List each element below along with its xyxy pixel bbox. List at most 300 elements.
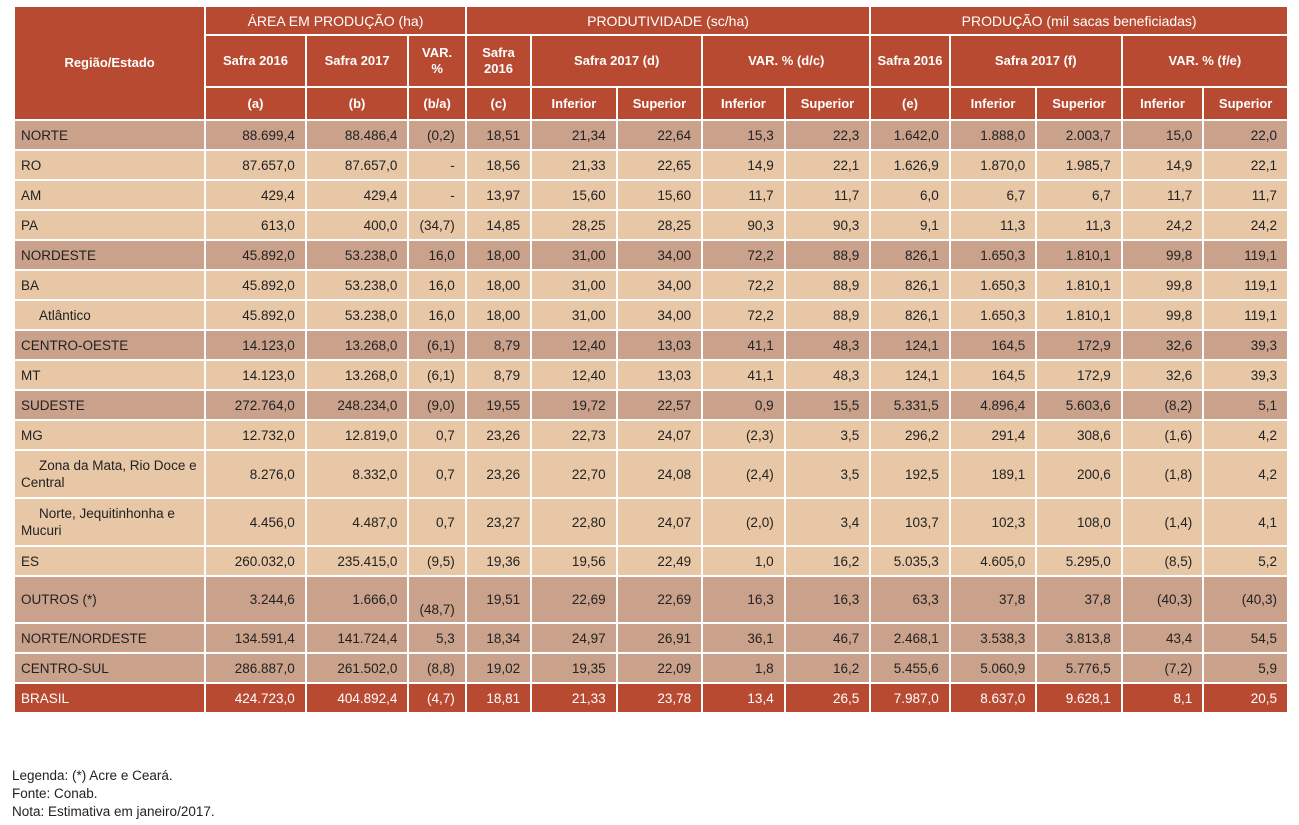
cell-value: 90,3	[785, 210, 871, 240]
cell-value: 12,40	[531, 360, 617, 390]
cell-value: 22,65	[617, 150, 703, 180]
cell-value: 4,1	[1203, 498, 1288, 546]
table-row	[14, 150, 1288, 180]
cell-value: 21,33	[531, 683, 617, 713]
cell-value: 88,9	[785, 240, 871, 270]
cell-value: 1.642,0	[870, 120, 949, 150]
cell-value: 15,0	[1122, 120, 1204, 150]
cell-value: (9,0)	[408, 390, 465, 420]
cell-value: 19,35	[531, 653, 617, 683]
cell-value: 3.538,3	[950, 623, 1037, 653]
cell-value: 19,51	[466, 576, 531, 623]
cell-value: 4,2	[1203, 420, 1288, 450]
cell-value: 826,1	[870, 240, 949, 270]
cell-value: 16,2	[785, 546, 871, 576]
cell-value: (7,2)	[1122, 653, 1204, 683]
cell-value: 63,3	[870, 576, 949, 623]
cell-value: 260.032,0	[205, 546, 306, 576]
cell-value: 1.985,7	[1036, 150, 1122, 180]
cell-value: 261.502,0	[306, 653, 409, 683]
cell-value: 99,8	[1122, 270, 1204, 300]
cell-value: 54,5	[1203, 623, 1288, 653]
table-header	[14, 6, 1288, 120]
row-label: MG	[14, 420, 205, 450]
cell-value: 1.810,1	[1036, 240, 1122, 270]
header-area-2016: Safra 2016	[205, 35, 306, 87]
table-row	[14, 330, 1288, 360]
cell-value: 11,7	[1122, 180, 1204, 210]
cell-value: 286.887,0	[205, 653, 306, 683]
cell-value: (40,3)	[1203, 576, 1288, 623]
row-label: CENTRO-SUL	[14, 653, 205, 683]
cell-value: 103,7	[870, 498, 949, 546]
cell-value: 1.650,3	[950, 270, 1037, 300]
cell-value: 48,3	[785, 330, 871, 360]
cell-value: 72,2	[702, 270, 785, 300]
cell-value: (8,8)	[408, 653, 465, 683]
header-area-2017: Safra 2017	[306, 35, 409, 87]
cell-value: 19,02	[466, 653, 531, 683]
table-row	[14, 653, 1288, 683]
cell-value: 11,3	[950, 210, 1037, 240]
cell-value: 0,7	[408, 420, 465, 450]
header-out-superior: Superior	[1036, 87, 1122, 120]
cell-value: 87.657,0	[306, 150, 409, 180]
header-prod-superior: Superior	[617, 87, 703, 120]
cell-value: 11,7	[785, 180, 871, 210]
cell-value: 826,1	[870, 300, 949, 330]
cell-value: 22,49	[617, 546, 703, 576]
cell-value: 8.637,0	[950, 683, 1037, 713]
cell-value: 8,79	[466, 330, 531, 360]
cell-value: 1.666,0	[306, 576, 409, 623]
cell-value: 5.455,6	[870, 653, 949, 683]
cell-value: 23,26	[466, 450, 531, 498]
cell-value: 18,56	[466, 150, 531, 180]
cell-value: 31,00	[531, 240, 617, 270]
cell-value: 2.468,1	[870, 623, 949, 653]
header-out-var: VAR. % (f/e)	[1122, 35, 1288, 87]
header-region: Região/Estado	[14, 6, 205, 120]
cell-value: 15,5	[785, 390, 871, 420]
cell-value: 18,81	[466, 683, 531, 713]
cell-value: 172,9	[1036, 330, 1122, 360]
cell-value: 18,00	[466, 270, 531, 300]
header-output-group: PRODUÇÃO (mil sacas beneficiadas)	[870, 6, 1288, 35]
cell-value: 22,0	[1203, 120, 1288, 150]
cell-value: 9,1	[870, 210, 949, 240]
cell-value: 124,1	[870, 330, 949, 360]
cell-value: 32,6	[1122, 360, 1204, 390]
cell-value: 164,5	[950, 360, 1037, 390]
header-col-a: (a)	[205, 87, 306, 120]
cell-value: 15,60	[617, 180, 703, 210]
cell-value: 5,3	[408, 623, 465, 653]
cell-value: 5.603,6	[1036, 390, 1122, 420]
cell-value: 48,3	[785, 360, 871, 390]
header-out-inferior: Inferior	[950, 87, 1037, 120]
cell-value: 13.268,0	[306, 360, 409, 390]
cell-value: 1.870,0	[950, 150, 1037, 180]
cell-value: 87.657,0	[205, 150, 306, 180]
cell-value: 13,03	[617, 360, 703, 390]
cell-value: -	[408, 150, 465, 180]
cell-value: 23,27	[466, 498, 531, 546]
cell-value: 12,40	[531, 330, 617, 360]
cell-value: 189,1	[950, 450, 1037, 498]
cell-value: 11,7	[702, 180, 785, 210]
cell-value: 37,8	[1036, 576, 1122, 623]
cell-value: 72,2	[702, 240, 785, 270]
cell-value: 16,0	[408, 300, 465, 330]
cell-value: 20,5	[1203, 683, 1288, 713]
cell-value: 24,2	[1203, 210, 1288, 240]
cell-value: 18,34	[466, 623, 531, 653]
header-out-var-superior: Superior	[1203, 87, 1288, 120]
table-row	[14, 546, 1288, 576]
cell-value: 7.987,0	[870, 683, 949, 713]
cell-value: 5.295,0	[1036, 546, 1122, 576]
cell-value: (2,0)	[702, 498, 785, 546]
cell-value: 24,97	[531, 623, 617, 653]
cell-value: 5,2	[1203, 546, 1288, 576]
cell-value: 88.699,4	[205, 120, 306, 150]
cell-value: 5.035,3	[870, 546, 949, 576]
table-row	[14, 360, 1288, 390]
cell-value: (34,7)	[408, 210, 465, 240]
cell-value: 248.234,0	[306, 390, 409, 420]
cell-value: 19,56	[531, 546, 617, 576]
cell-value: 3,5	[785, 420, 871, 450]
cell-value: 24,2	[1122, 210, 1204, 240]
row-label: ES	[14, 546, 205, 576]
header-out-2017: Safra 2017 (f)	[950, 35, 1122, 87]
cell-value: 613,0	[205, 210, 306, 240]
cell-value: 99,8	[1122, 300, 1204, 330]
cell-value: 5.331,5	[870, 390, 949, 420]
cell-value: (4,7)	[408, 683, 465, 713]
cell-value: 53.238,0	[306, 300, 409, 330]
cell-value: 3,5	[785, 450, 871, 498]
table-row	[14, 498, 1288, 546]
cell-value: 200,6	[1036, 450, 1122, 498]
cell-value: 235.415,0	[306, 546, 409, 576]
cell-value: 6,0	[870, 180, 949, 210]
cell-value: 15,60	[531, 180, 617, 210]
table-row	[14, 240, 1288, 270]
table-row	[14, 390, 1288, 420]
cell-value: 22,3	[785, 120, 871, 150]
cell-value: (9,5)	[408, 546, 465, 576]
cell-value: (2,4)	[702, 450, 785, 498]
cell-value: 308,6	[1036, 420, 1122, 450]
cell-value: 134.591,4	[205, 623, 306, 653]
cell-value: 12.732,0	[205, 420, 306, 450]
cell-value: 14,85	[466, 210, 531, 240]
cell-value: 16,3	[785, 576, 871, 623]
cell-value: 34,00	[617, 300, 703, 330]
table-row	[14, 623, 1288, 653]
cell-value: 32,6	[1122, 330, 1204, 360]
cell-value: 15,3	[702, 120, 785, 150]
cell-value: 22,69	[617, 576, 703, 623]
cell-value: 19,55	[466, 390, 531, 420]
cell-value: 8.276,0	[205, 450, 306, 498]
cell-value: 0,7	[408, 498, 465, 546]
header-productivity-group: PRODUTIVIDADE (sc/ha)	[466, 6, 870, 35]
cell-value: 16,2	[785, 653, 871, 683]
cell-value: 31,00	[531, 270, 617, 300]
cell-value: 22,1	[1203, 150, 1288, 180]
cell-value: 102,3	[950, 498, 1037, 546]
cell-value: 34,00	[617, 270, 703, 300]
cell-value: 24,08	[617, 450, 703, 498]
cell-value: 37,8	[950, 576, 1037, 623]
cell-value: 28,25	[531, 210, 617, 240]
table-body	[14, 120, 1288, 713]
cell-value: (6,1)	[408, 360, 465, 390]
cell-value: 72,2	[702, 300, 785, 330]
cell-value: 0,9	[702, 390, 785, 420]
cell-value: 141.724,4	[306, 623, 409, 653]
cell-value: 99,8	[1122, 240, 1204, 270]
cell-value: 24,07	[617, 498, 703, 546]
row-label: BA	[14, 270, 205, 300]
table-row	[14, 120, 1288, 150]
cell-value: (40,3)	[1122, 576, 1204, 623]
cell-value: 28,25	[617, 210, 703, 240]
cell-value: 43,4	[1122, 623, 1204, 653]
table-row	[14, 420, 1288, 450]
cell-value: 18,00	[466, 300, 531, 330]
row-label: SUDESTE	[14, 390, 205, 420]
production-table-container	[13, 5, 1289, 714]
cell-value: 22,1	[785, 150, 871, 180]
header-col-b: (b)	[306, 87, 409, 120]
cell-value: 272.764,0	[205, 390, 306, 420]
cell-value: 14.123,0	[205, 360, 306, 390]
cell-value: 1.888,0	[950, 120, 1037, 150]
cell-value: 4.456,0	[205, 498, 306, 546]
cell-value: 34,00	[617, 240, 703, 270]
cell-value: 22,69	[531, 576, 617, 623]
row-label: CENTRO-OESTE	[14, 330, 205, 360]
cell-value: (1,6)	[1122, 420, 1204, 450]
cell-value: (2,3)	[702, 420, 785, 450]
cell-value: (0,2)	[408, 120, 465, 150]
legend-note: Legenda: (*) Acre e Ceará.	[12, 768, 173, 783]
cell-value: 5.776,5	[1036, 653, 1122, 683]
cell-value: 119,1	[1203, 270, 1288, 300]
cell-value: 22,09	[617, 653, 703, 683]
header-col-e: (e)	[870, 87, 949, 120]
cell-value: 45.892,0	[205, 240, 306, 270]
row-label: OUTROS (*)	[14, 576, 205, 623]
cell-value: 41,1	[702, 360, 785, 390]
cell-value: 13,03	[617, 330, 703, 360]
cell-value: 192,5	[870, 450, 949, 498]
source-note: Fonte: Conab.	[12, 786, 98, 801]
cell-value: 45.892,0	[205, 300, 306, 330]
header-prod-var-inferior: Inferior	[702, 87, 785, 120]
cell-value: 18,51	[466, 120, 531, 150]
cell-value: 9.628,1	[1036, 683, 1122, 713]
cell-value: (1,8)	[1122, 450, 1204, 498]
cell-value: 13,4	[702, 683, 785, 713]
header-prod-var: VAR. % (d/c)	[702, 35, 870, 87]
cell-value: 5,1	[1203, 390, 1288, 420]
row-label: Norte, Jequitinhonha e Mucuri	[14, 498, 205, 546]
header-prod-var-superior: Superior	[785, 87, 871, 120]
cell-value: 19,36	[466, 546, 531, 576]
cell-value: 291,4	[950, 420, 1037, 450]
cell-value: 13,97	[466, 180, 531, 210]
cell-value: 3.813,8	[1036, 623, 1122, 653]
cell-value: 21,34	[531, 120, 617, 150]
row-label: RO	[14, 150, 205, 180]
row-label: MT	[14, 360, 205, 390]
table-row	[14, 576, 1288, 623]
cell-value: 13.268,0	[306, 330, 409, 360]
cell-value: 22,70	[531, 450, 617, 498]
cell-value: 88,9	[785, 300, 871, 330]
cell-value: 14.123,0	[205, 330, 306, 360]
cell-value: 45.892,0	[205, 270, 306, 300]
cell-value: 119,1	[1203, 240, 1288, 270]
cell-value: 19,72	[531, 390, 617, 420]
cell-value: 31,00	[531, 300, 617, 330]
cell-value: 1.650,3	[950, 300, 1037, 330]
row-label: NORTE	[14, 120, 205, 150]
cell-value: 4.487,0	[306, 498, 409, 546]
cell-value: 41,1	[702, 330, 785, 360]
cell-value: (8,2)	[1122, 390, 1204, 420]
cell-value: 5,9	[1203, 653, 1288, 683]
row-label: Atlântico	[14, 300, 205, 330]
header-out-var-inferior: Inferior	[1122, 87, 1204, 120]
cell-value: 12.819,0	[306, 420, 409, 450]
cell-value: 8.332,0	[306, 450, 409, 498]
cell-value: 3.244,6	[205, 576, 306, 623]
cell-value: 4,2	[1203, 450, 1288, 498]
cell-value: 39,3	[1203, 360, 1288, 390]
row-label: BRASIL	[14, 683, 205, 713]
cell-value: 88,9	[785, 270, 871, 300]
table-row	[14, 300, 1288, 330]
cell-value: 8,1	[1122, 683, 1204, 713]
cell-value: 404.892,4	[306, 683, 409, 713]
cell-value: 429,4	[205, 180, 306, 210]
cell-value: 2.003,7	[1036, 120, 1122, 150]
cell-value: 1.626,9	[870, 150, 949, 180]
cell-value: 22,73	[531, 420, 617, 450]
header-out-2016: Safra 2016	[870, 35, 949, 87]
header-prod-inferior: Inferior	[531, 87, 617, 120]
cell-value: 1,8	[702, 653, 785, 683]
table-row	[14, 450, 1288, 498]
cell-value: 14,9	[702, 150, 785, 180]
cell-value: 172,9	[1036, 360, 1122, 390]
cell-value: 11,3	[1036, 210, 1122, 240]
cell-value: 5.060,9	[950, 653, 1037, 683]
cell-value: 22,64	[617, 120, 703, 150]
cell-value: 4.605,0	[950, 546, 1037, 576]
table-row	[14, 180, 1288, 210]
row-label: PA	[14, 210, 205, 240]
cell-value: 400,0	[306, 210, 409, 240]
header-prod-2017: Safra 2017 (d)	[531, 35, 702, 87]
table-notes	[12, 767, 215, 821]
cell-value: 24,07	[617, 420, 703, 450]
cell-value: (6,1)	[408, 330, 465, 360]
cell-value: 826,1	[870, 270, 949, 300]
row-label: NORTE/NORDESTE	[14, 623, 205, 653]
cell-value: 424.723,0	[205, 683, 306, 713]
cell-value: 21,33	[531, 150, 617, 180]
estimate-note: Nota: Estimativa em janeiro/2017.	[12, 804, 215, 819]
header-area-var: VAR. %	[408, 35, 465, 87]
cell-value: 46,7	[785, 623, 871, 653]
cell-value: 429,4	[306, 180, 409, 210]
header-prod-2016: Safra 2016	[466, 35, 531, 87]
cell-value: 53.238,0	[306, 270, 409, 300]
header-col-ba: (b/a)	[408, 87, 465, 120]
cell-value: 1,0	[702, 546, 785, 576]
cell-value: 16,0	[408, 240, 465, 270]
cell-value: 119,1	[1203, 300, 1288, 330]
table-row	[14, 210, 1288, 240]
cell-value: 90,3	[702, 210, 785, 240]
table-row	[14, 270, 1288, 300]
cell-value: 23,78	[617, 683, 703, 713]
coffee-production-table	[13, 5, 1289, 714]
cell-value: 18,00	[466, 240, 531, 270]
cell-value: 0,7	[408, 450, 465, 498]
cell-value: 8,79	[466, 360, 531, 390]
cell-value: 1.810,1	[1036, 270, 1122, 300]
cell-value: 88.486,4	[306, 120, 409, 150]
row-label: NORDESTE	[14, 240, 205, 270]
cell-value: 39,3	[1203, 330, 1288, 360]
cell-value: 16,0	[408, 270, 465, 300]
cell-value: 22,57	[617, 390, 703, 420]
cell-value: 23,26	[466, 420, 531, 450]
cell-value: 164,5	[950, 330, 1037, 360]
cell-value: 6,7	[950, 180, 1037, 210]
cell-value: 36,1	[702, 623, 785, 653]
cell-value: 3,4	[785, 498, 871, 546]
table-row	[14, 683, 1288, 713]
header-area-group: ÁREA EM PRODUÇÃO (ha)	[205, 6, 466, 35]
cell-value: 108,0	[1036, 498, 1122, 546]
cell-value: 16,3	[702, 576, 785, 623]
cell-value: 296,2	[870, 420, 949, 450]
row-label: Zona da Mata, Rio Doce e Central	[14, 450, 205, 498]
cell-value: 26,5	[785, 683, 871, 713]
cell-value: (48,7)	[408, 576, 465, 623]
cell-value: 124,1	[870, 360, 949, 390]
cell-value: 22,80	[531, 498, 617, 546]
cell-value: (1,4)	[1122, 498, 1204, 546]
header-col-c: (c)	[466, 87, 531, 120]
cell-value: 1.810,1	[1036, 300, 1122, 330]
cell-value: -	[408, 180, 465, 210]
cell-value: 14,9	[1122, 150, 1204, 180]
row-label: AM	[14, 180, 205, 210]
cell-value: 26,91	[617, 623, 703, 653]
cell-value: 1.650,3	[950, 240, 1037, 270]
cell-value: 53.238,0	[306, 240, 409, 270]
